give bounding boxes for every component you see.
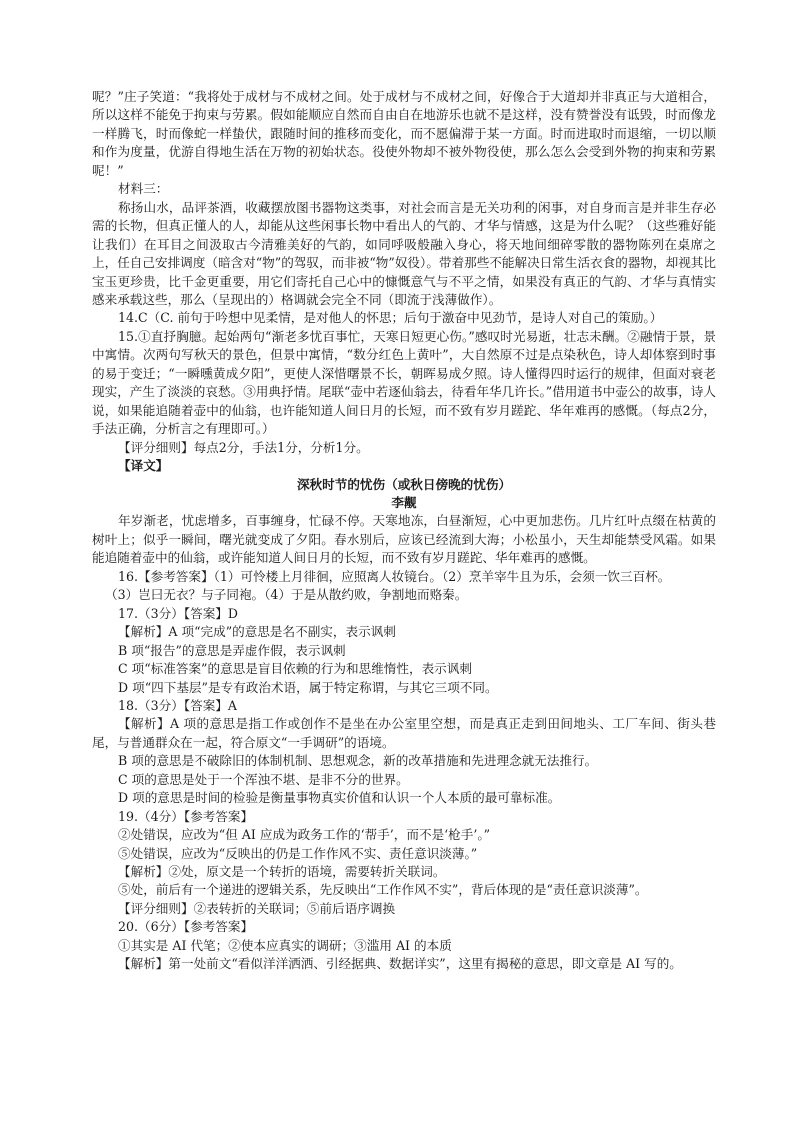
translation-text: 年岁渐老，忧虑增多，百事缠身，忙碌不停。天寒地冻，白昼渐短，心中更加悲伤。几片红叶点缀在枯黄的树叶上；似乎一瞬间，曙光就变成了夕阳。春水别后，应该已经流到大海；小松虽小，天生却能禁受风霜。如果能追随着壶中的仙翁，或许能知道人间日月的长短，而不致有岁月蹉跎、华年难再的感慨。 bbox=[92, 513, 716, 566]
question-18-analysis-b: B 项的意思是不破除旧的体制机制、思想观念，新的改革措施和先进理念就无法推行。 bbox=[118, 753, 598, 769]
material2-ending: 呢？”庄子笑道：“我将处于成材与不成材之间。处于成材与不成材之间，好像合于大道却并非真正与大道相合，所以这样不能免于拘束与劳累。假如能顺应自然而自由自在地游乐也就不是这样，没有赞誉没有诋毁，时而像龙一样腾飞，时而像蛇一样蛰伏，跟随时间的推移而变化，而不愿偏滞于某一方面。时而进取时而退缩，一切以顺和作为度量，优游自得地生活在万物的初始状态。役使外物却不被外物役使，那么怎么会受到外物的拘束和劳累呢！” bbox=[92, 89, 716, 178]
question-20-answer: 20.（6分）【参考答案】 bbox=[118, 919, 254, 935]
question-17-analysis-c: C 项“标准答案”的意思是盲目依赖的行为和思维惰性，表示讽刺 bbox=[118, 661, 472, 677]
question-16-answer-line2: （3）岂曰无衣？与子同袍。（4）于是从散约败，争割地而赂秦。 bbox=[105, 587, 468, 603]
question-17-answer: 17.（3分）【答案】D bbox=[118, 605, 238, 621]
question-15-scoring: 【评分细则】每点2分，手法1分，分析1分。 bbox=[118, 439, 369, 455]
question-17-analysis-b: B 项“报告”的意思是弄虚作假，表示讽刺 bbox=[118, 642, 346, 658]
question-19-scoring: 【评分细则】②表转折的关联词；⑤前后语序调换 bbox=[118, 900, 396, 916]
answer-document bbox=[92, 88, 716, 974]
poem-author: 李觏 bbox=[391, 494, 417, 510]
material3-text: 称扬山水，品评茶酒，收藏摆放图书器物这类事，对社会而言是无关功利的闲事，对自身而言是并非生存必需的长物，但真正懂人的人，却能从这些闲事长物中看出人的气韵、才华与情感，这是为什么呢？（这些雅好能让我们）在耳目之间汲取古今清雅美好的气韵，如同呼吸般融入身心，将天地间细碎零散的器物陈列在桌席之上，任自己安排调度（暗含对“物”的驾驭，而非被“物”奴役）。带着那些不能解决日常生活衣食的器物，却视其比宝玉更珍贵，比千金更重要，用它们寄托自己心中的慷慨意气与不平之情，如果没有真正的气韵、才华与真情实感来承载这些，那么（呈现出的）格调就会完全不同（即流于浅薄做作）。 bbox=[92, 199, 716, 307]
question-17-analysis-a: 【解析】A 项“完成”的意思是名不副实，表示讽刺 bbox=[118, 624, 396, 640]
question-14-answer: 14.C（C. 前句于吟想中见柔情，是对他人的怀思；后句于激奋中见劲节，是诗人对自己的策励。） bbox=[118, 310, 663, 326]
question-17-analysis-d: D 项“四下基层”是专有政治术语，属于特定称谓，与其它三项不同。 bbox=[118, 679, 498, 695]
question-18-analysis-c: C 项的意思是处于一个浑浊不堪、是非不分的世界。 bbox=[118, 771, 409, 787]
question-20-analysis: 【解析】第一处前文“看似洋洋洒洒、引经据典、数据详实”，这里有揭秘的意思，即文章是 AI 写的。 bbox=[118, 956, 682, 972]
material3-label: 材料三： bbox=[118, 181, 169, 197]
question-19-analysis-5: ⑤处，前后有一个递进的逻辑关系，先反映出“工作作风不实”，背后体现的是“责任意识淡薄”。 bbox=[118, 882, 648, 898]
question-18-analysis-d: D 项的意思是时间的检验是衡量事物真实价值和认识一个人本质的最可靠标准。 bbox=[118, 790, 561, 806]
question-15-answer: 15.①直抒胸臆。起始两句“渐老多忧百事忙，天寒日短更心伤。”感叹时光易逝，壮志未酬。②融情于景，景中寓情。次两句写秋天的景色，但景中寓情，“数分红色上黄叶”，大自然原不过是点染秋色，诗人却体察到时事的易于变迁；“一瞬曛黄成夕阳”，更使人深惜曙景不长，朝晖易成夕照。诗人懂得四时运行的规律，但面对衰老现实，产生了淡淡的哀愁。③用典抒情。尾联“壶中若逐仙翁去，待看年华几许长。”借用道书中壶公的故事，诗人说，如果能追随着壶中的仙翁，也许能知道人间日月的长短，而不致有岁月蹉跎、华年难再的感慨。（每点2分，手法正确，分析言之有理即可。） bbox=[92, 328, 716, 437]
question-19-item-5: ⑤处错误，应改为“反映出的仍是工作作风不实、责任意识淡薄。” bbox=[118, 845, 478, 861]
question-19-item-2: ②处错误，应改为“但 AI 应成为政务工作的‘帮手’，而不是‘枪手’。” bbox=[118, 827, 491, 843]
question-19-answer: 19.（4分）【参考答案】 bbox=[118, 808, 254, 824]
poem-title: 深秋时节的忧伤（或秋日傍晚的忧伤） bbox=[296, 476, 512, 492]
question-18-analysis-a: 【解析】A 项的意思是指工作或创作不是坐在办公室里空想，而是真正走到田间地头、工厂车间、街头巷尾，与普通群众在一起，符合原文“一手调研”的语境。 bbox=[92, 716, 716, 750]
question-18-answer: 18.（3分）【答案】A bbox=[118, 697, 237, 713]
question-20-items: ①其实是 AI 代笔；②使本应真实的调研；③滥用 AI 的本质 bbox=[118, 937, 452, 953]
question-16-answer-line1: 16.【参考答案】（1）可怜楼上月徘徊，应照离人妆镜台。（2）烹羊宰牛且为乐，会须一饮三百杯。 bbox=[118, 568, 671, 584]
question-19-analysis-2: 【解析】②处，原文是一个转折的语境，需要转折关联词。 bbox=[118, 864, 446, 880]
translation-label: 【译文】 bbox=[118, 458, 169, 474]
